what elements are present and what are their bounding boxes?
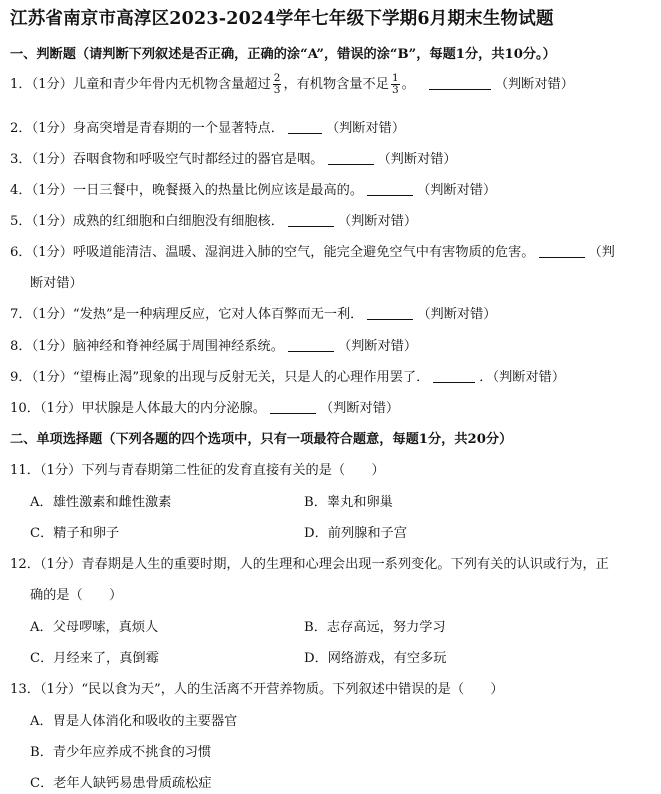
question-12: 12．（1分）青春期是人生的重要时期，人的生理和心理会出现一系列变化。下列有关的认识或行为，正 [10, 557, 609, 572]
question-5: 5．（1分）成熟的红细胞和白细胞没有细胞核． （判断对错） [10, 214, 418, 229]
question-13: 13．（1分）“民以食为天”，人的生活离不开营养物质。下列叙述中错误的是（ ） [10, 682, 504, 697]
section-2-heading: 二、单项选择题（下列各题的四个选项中，只有一项最符合题意，每题1分，共20分） [10, 432, 513, 447]
answer-blank [288, 213, 334, 227]
question-7: 7．（1分）“发热”是一种病理反应，它对人体百弊而无一利． （判断对错） [10, 307, 497, 322]
option-a: A．胃是人体消化和吸收的主要器官 [30, 714, 238, 729]
option-d: D．前列腺和子宫 [304, 526, 407, 541]
fraction-one-third: $\frac{1}{3}$ [391, 72, 399, 96]
answer-blank [288, 120, 322, 134]
question-3: 3．（1分）吞咽食物和呼吸空气时都经过的器官是咽。 （判断对错） [10, 152, 457, 167]
option-a: A．雄性激素和雌性激素 [30, 495, 172, 510]
answer-blank [539, 244, 585, 258]
answer-blank [429, 76, 491, 90]
question-11: 11．（1分）下列与青春期第二性征的发育直接有关的是（ ） [10, 463, 385, 478]
question-8: 8．（1分）脑神经和脊神经属于周围神经系统。 （判断对错） [10, 339, 418, 354]
question-1-suffix: （判断对错） [494, 77, 574, 92]
question-1-prefix: 1．（1分）儿童和青少年骨内无机物含量超过 [10, 77, 271, 92]
document-title: 江苏省南京市高淳区2023-2024学年七年级下学期6月期末生物试题 [10, 9, 554, 29]
section-1-heading: 一、判断题（请判断下列叙述是否正确，正确的涂“A”，错误的涂“B”，每题1分，共10分。） [10, 47, 556, 62]
answer-blank [328, 151, 374, 165]
option-b: B．志存高远，努力学习 [304, 620, 446, 635]
option-b: B．青少年应养成不挑食的习惯 [30, 745, 212, 760]
answer-blank [270, 400, 316, 414]
option-c: C．精子和卵子 [30, 526, 120, 541]
option-c: C．老年人缺钙易患骨质疏松症 [30, 776, 212, 791]
question-1: 1．（1分）儿童和青少年骨内无机物含量超过 $\frac{2}{3}$ ，有机物含量不足 $\frac{1}{3}$ 。 （判断对错） [10, 72, 574, 96]
question-10: 10．（1分）甲状腺是人体最大的内分泌腺。 （判断对错） [10, 401, 400, 416]
question-12-continuation: 确的是（ ） [30, 588, 123, 603]
option-a: A．父母啰嗦，真烦人 [30, 620, 159, 635]
option-c: C．月经来了，真倒霉 [30, 651, 159, 666]
question-4: 4．（1分）一日三餐中，晚餐摄入的热量比例应该是最高的。 （判断对错） [10, 183, 497, 198]
question-2: 2．（1分）身高突增是青春期的一个显著特点． （判断对错） [10, 121, 406, 136]
fraction-two-thirds: $\frac{2}{3}$ [273, 72, 281, 96]
question-1-mid: ，有机物含量不足 [283, 77, 389, 92]
question-6: 6．（1分）呼吸道能清洁、温暖、湿润进入肺的空气，能完全避免空气中有害物质的危害。 （判 [10, 245, 615, 260]
answer-blank [367, 306, 413, 320]
answer-blank [367, 182, 413, 196]
question-9: 9．（1分）“望梅止渴”现象的出现与反射无关，只是人的心理作用罢了． ．（判断对错） [10, 370, 566, 385]
question-6-continuation: 断对错） [30, 276, 83, 291]
option-b: B．睾丸和卵巢 [304, 495, 393, 510]
answer-blank [288, 338, 334, 352]
option-d: D．网络游戏，有空多玩 [304, 651, 447, 666]
answer-blank [433, 369, 475, 383]
